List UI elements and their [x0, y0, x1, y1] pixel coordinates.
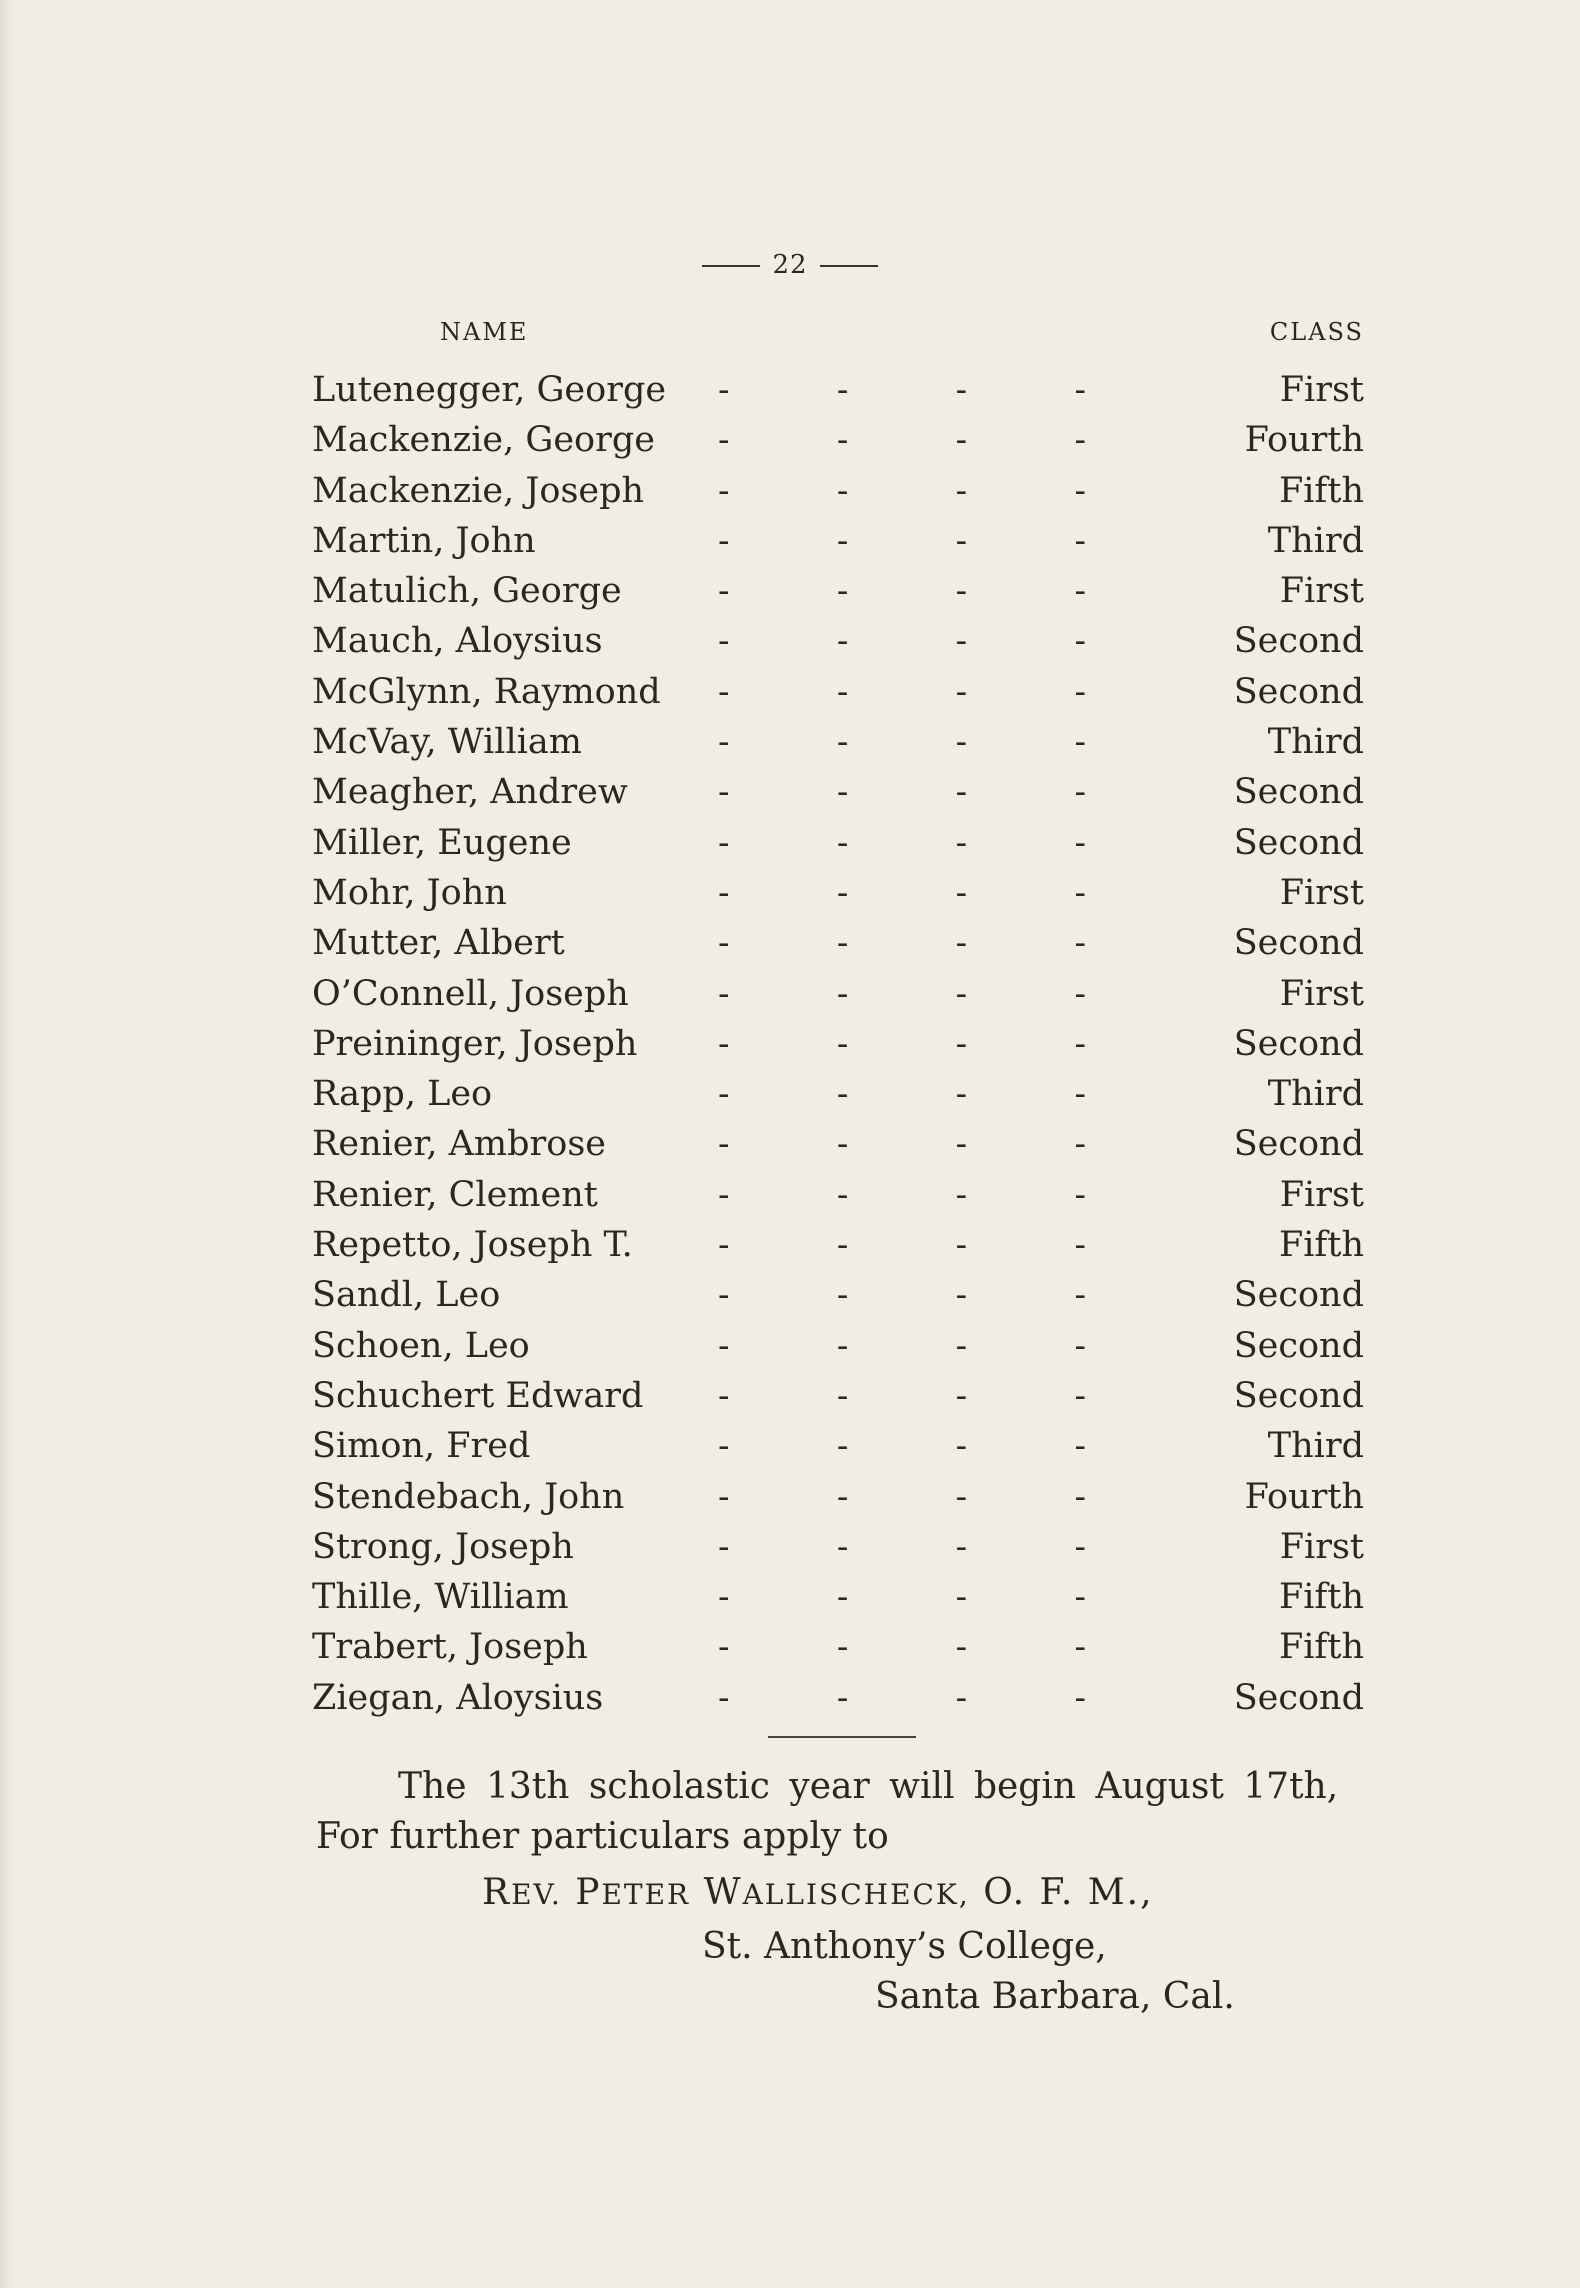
leader-dash: -	[718, 1677, 730, 1718]
leader-dash: -	[955, 1225, 968, 1266]
student-class: Second	[1233, 621, 1364, 662]
student-name: Trabert, Joseph	[312, 1627, 588, 1668]
leader-dash: -	[836, 822, 849, 863]
leader-dash: -	[955, 1577, 968, 1618]
student-name: McVay, William	[312, 722, 582, 763]
leader-dash: -	[955, 1074, 968, 1115]
leader-dash: -	[836, 370, 849, 410]
leader-dash: -	[1074, 1426, 1086, 1467]
student-name: Renier, Ambrose	[312, 1124, 606, 1165]
leader-dash: -	[718, 772, 730, 813]
signatory-name-part: P	[575, 1872, 602, 1913]
leader-dash: -	[1074, 571, 1086, 612]
leader-dash: -	[1074, 772, 1086, 813]
roster-row	[312, 767, 1364, 817]
roster-row	[312, 868, 1364, 918]
leader-dash: -	[718, 872, 730, 913]
student-name: Simon, Fred	[312, 1426, 531, 1467]
leader-dash: -	[718, 923, 730, 964]
student-name: Mutter, Albert	[312, 923, 565, 964]
leader-dash: -	[955, 1627, 968, 1668]
college-name: St. Anthony’s College,	[702, 1926, 1107, 1967]
leader-dash: -	[1074, 1325, 1086, 1366]
student-class: Second	[1233, 1325, 1364, 1366]
leader-dash: -	[718, 671, 730, 712]
student-class: Second	[1233, 772, 1364, 813]
student-class: Third	[1267, 1426, 1364, 1467]
roster-row	[312, 667, 1364, 717]
leader-dash: -	[836, 1627, 849, 1668]
leader-dash: -	[718, 1375, 730, 1416]
signatory-name-part: O. F. M.,	[983, 1872, 1154, 1913]
student-name: Schuchert Edward	[312, 1375, 644, 1416]
student-name: Ziegan, Aloysius	[312, 1677, 604, 1718]
dash-leader	[702, 1019, 1102, 1069]
leader-dash: -	[836, 1325, 849, 1366]
signatory-name-part: ALLISCHECK,	[742, 1878, 970, 1911]
leader-dash: -	[1074, 822, 1086, 863]
page-number: 22	[0, 250, 1580, 280]
leader-dash: -	[955, 1677, 968, 1718]
leader-dash: -	[955, 973, 968, 1014]
page-edge	[0, 0, 14, 2288]
roster-row	[312, 1622, 1364, 1672]
student-name: Preininger, Joseph	[312, 1023, 638, 1064]
leader-dash: -	[1074, 1526, 1086, 1567]
leader-dash: -	[1074, 671, 1086, 712]
leader-dash: -	[1074, 1476, 1086, 1517]
dash-leader	[702, 1673, 1102, 1723]
dash-leader	[702, 1472, 1102, 1522]
roster-row	[312, 1019, 1364, 1069]
leader-dash: -	[836, 420, 849, 461]
student-class: First	[1279, 1526, 1364, 1567]
dash-leader	[702, 616, 1102, 666]
leader-dash: -	[718, 1577, 730, 1618]
roster-row	[312, 1371, 1364, 1421]
roster-row	[312, 1170, 1364, 1220]
student-class: Fifth	[1278, 470, 1364, 511]
student-class: Third	[1267, 722, 1364, 763]
leader-dash: -	[836, 1577, 849, 1618]
signatory-name-part: EV.	[511, 1878, 562, 1911]
student-name: Repetto, Joseph T.	[312, 1225, 633, 1266]
leader-dash: -	[955, 1023, 968, 1064]
leader-dash: -	[955, 520, 968, 561]
leader-dash: -	[955, 1275, 968, 1316]
leader-dash: -	[836, 671, 849, 712]
leader-dash: -	[718, 1174, 730, 1215]
leader-dash: -	[718, 1124, 730, 1165]
student-class: First	[1279, 571, 1364, 612]
student-name: Lutenegger, George	[312, 370, 667, 410]
roster-row	[312, 1673, 1364, 1723]
leader-dash: -	[836, 772, 849, 813]
dash-leader	[702, 415, 1102, 465]
dash-leader	[702, 667, 1102, 717]
roster-row	[312, 717, 1364, 767]
dash-leader	[702, 918, 1102, 968]
dash-leader	[702, 1321, 1102, 1371]
student-class: Fifth	[1278, 1577, 1364, 1618]
leader-dash: -	[955, 722, 968, 763]
signatory-name-part: W	[703, 1872, 743, 1913]
leader-dash: -	[718, 1426, 730, 1467]
leader-dash: -	[836, 1375, 849, 1416]
leader-dash: -	[718, 1275, 730, 1316]
leader-dash: -	[836, 1074, 849, 1115]
dash-leader	[702, 868, 1102, 918]
roster-row	[312, 1220, 1364, 1270]
leader-dash: -	[836, 1174, 849, 1215]
leader-dash: -	[1074, 1225, 1086, 1266]
leader-dash: -	[1074, 1577, 1086, 1618]
roster-row	[312, 516, 1364, 566]
leader-dash: -	[1074, 722, 1086, 763]
leader-dash: -	[1074, 1627, 1086, 1668]
leader-dash: -	[836, 1526, 849, 1567]
leader-dash: -	[1074, 1174, 1086, 1215]
dash-leader	[702, 365, 1102, 415]
leader-dash: -	[836, 722, 849, 763]
section-divider	[768, 1736, 916, 1738]
leader-dash: -	[836, 1023, 849, 1064]
leader-dash: -	[836, 1275, 849, 1316]
dash-leader	[702, 818, 1102, 868]
leader-dash: -	[1074, 621, 1086, 662]
notice-line-2: For further particulars apply to	[316, 1816, 889, 1857]
leader-dash: -	[836, 973, 849, 1014]
leader-dash: -	[718, 1225, 730, 1266]
leader-dash: -	[836, 1426, 849, 1467]
leader-dash: -	[718, 420, 730, 461]
leader-dash: -	[955, 822, 968, 863]
student-class: Third	[1267, 1074, 1364, 1115]
leader-dash: -	[1074, 470, 1086, 511]
dash-leader	[702, 767, 1102, 817]
leader-dash: -	[836, 872, 849, 913]
leader-dash: -	[718, 1627, 730, 1668]
leader-dash: -	[955, 1426, 968, 1467]
roster-row	[312, 969, 1364, 1019]
student-class: Fourth	[1244, 420, 1364, 461]
leader-dash: -	[955, 671, 968, 712]
student-class: Fifth	[1278, 1225, 1364, 1266]
roster-row	[312, 616, 1364, 666]
dash-leader	[702, 1522, 1102, 1572]
leader-dash: -	[836, 1225, 849, 1266]
dash-leader	[702, 516, 1102, 566]
leader-dash: -	[955, 1476, 968, 1517]
student-name: McGlynn, Raymond	[312, 671, 661, 712]
leader-dash: -	[955, 1325, 968, 1366]
student-name: Martin, John	[312, 520, 536, 561]
leader-dash: -	[718, 1023, 730, 1064]
signatory-name-part: ETER	[601, 1878, 691, 1911]
roster-row	[312, 1321, 1364, 1371]
leader-dash: -	[955, 1174, 968, 1215]
student-class: Second	[1233, 923, 1364, 964]
leader-dash: -	[1074, 872, 1086, 913]
student-name: O’Connell, Joseph	[312, 973, 629, 1014]
student-class: Second	[1233, 822, 1364, 863]
student-class: Second	[1233, 1375, 1364, 1416]
leader-dash: -	[1074, 370, 1086, 410]
leader-dash: -	[1074, 923, 1086, 964]
student-name: Mauch, Aloysius	[312, 621, 603, 662]
leader-dash: -	[718, 1476, 730, 1517]
dash-leader	[702, 1270, 1102, 1320]
dash-leader	[702, 1572, 1102, 1622]
leader-dash: -	[1074, 1074, 1086, 1115]
leader-dash: -	[955, 571, 968, 612]
leader-dash: -	[718, 1074, 730, 1115]
roster-row	[312, 918, 1364, 968]
student-name: Meagher, Andrew	[312, 772, 628, 813]
leader-dash: -	[836, 1124, 849, 1165]
leader-dash: -	[1074, 973, 1086, 1014]
student-name: Mohr, John	[312, 872, 507, 913]
student-name: Strong, Joseph	[312, 1526, 574, 1567]
leader-dash: -	[718, 571, 730, 612]
dash-leader	[702, 1170, 1102, 1220]
notice-line-1: The 13th scholastic year will begin August 17th,	[398, 1766, 1339, 1807]
dash-leader	[702, 1220, 1102, 1270]
leader-dash: -	[836, 1677, 849, 1718]
leader-dash: -	[955, 1124, 968, 1165]
roster-row	[312, 1421, 1364, 1471]
leader-dash: -	[955, 470, 968, 511]
leader-dash: -	[718, 1526, 730, 1567]
leader-dash: -	[955, 1526, 968, 1567]
student-class: First	[1279, 370, 1364, 410]
student-class: Third	[1267, 520, 1364, 561]
student-name: Renier, Clement	[312, 1174, 598, 1215]
leader-dash: -	[836, 520, 849, 561]
class-column-header: CLASS	[1269, 318, 1364, 346]
roster-row	[312, 1270, 1364, 1320]
column-headers	[312, 318, 1364, 354]
roster-row	[312, 1472, 1364, 1522]
leader-dash: -	[955, 420, 968, 461]
leader-dash: -	[836, 470, 849, 511]
student-class: Second	[1233, 1677, 1364, 1718]
roster-row	[312, 1522, 1364, 1572]
roster-row	[312, 1119, 1364, 1169]
leader-dash: -	[836, 923, 849, 964]
dash-leader	[702, 566, 1102, 616]
roster-row	[312, 466, 1364, 516]
roster-row	[312, 818, 1364, 868]
student-name: Mackenzie, Joseph	[312, 470, 645, 511]
leader-dash: -	[1074, 1023, 1086, 1064]
dash-leader	[702, 969, 1102, 1019]
leader-dash: -	[1074, 1275, 1086, 1316]
student-name: Thille, William	[312, 1577, 569, 1618]
dash-leader	[702, 717, 1102, 767]
student-name: Rapp, Leo	[312, 1074, 493, 1115]
leader-dash: -	[1074, 1375, 1086, 1416]
dash-leader	[702, 1069, 1102, 1119]
scholastic-year-notice	[316, 1762, 1364, 1862]
student-name: Stendebach, John	[312, 1476, 625, 1517]
student-class: Second	[1233, 671, 1364, 712]
leader-dash: -	[1074, 1677, 1086, 1718]
student-class: First	[1279, 1174, 1364, 1215]
student-class: Second	[1233, 1023, 1364, 1064]
leader-dash: -	[836, 571, 849, 612]
leader-dash: -	[955, 370, 968, 410]
leader-dash: -	[718, 973, 730, 1014]
signatory-name	[482, 1868, 1154, 1920]
dash-leader	[702, 1622, 1102, 1672]
student-class: First	[1279, 872, 1364, 913]
signatory-name-part: R	[482, 1872, 512, 1913]
leader-dash: -	[955, 1375, 968, 1416]
dash-leader	[702, 1119, 1102, 1169]
leader-dash: -	[1074, 520, 1086, 561]
name-column-header: NAME	[440, 318, 529, 346]
student-class: Second	[1233, 1275, 1364, 1316]
leader-dash: -	[718, 822, 730, 863]
student-class: Fourth	[1244, 1476, 1364, 1517]
leader-dash: -	[718, 621, 730, 662]
dash-leader	[702, 1371, 1102, 1421]
leader-dash: -	[718, 370, 730, 410]
leader-dash: -	[718, 520, 730, 561]
roster-row	[312, 566, 1364, 616]
leader-dash: -	[955, 923, 968, 964]
leader-dash: -	[1074, 420, 1086, 461]
dash-leader	[702, 1421, 1102, 1471]
student-class: Fifth	[1278, 1627, 1364, 1668]
leader-dash: -	[718, 722, 730, 763]
leader-dash: -	[836, 1476, 849, 1517]
roster-row	[312, 415, 1364, 465]
roster-row	[312, 1069, 1364, 1119]
college-location: Santa Barbara, Cal.	[875, 1976, 1235, 2017]
roster-row	[312, 1572, 1364, 1622]
leader-dash: -	[955, 772, 968, 813]
leader-dash: -	[836, 621, 849, 662]
dash-leader	[702, 466, 1102, 516]
student-name: Miller, Eugene	[312, 822, 572, 863]
student-class: Second	[1233, 1124, 1364, 1165]
leader-dash: -	[955, 621, 968, 662]
student-name: Mackenzie, George	[312, 420, 655, 461]
student-roster	[312, 365, 1364, 1723]
leader-dash: -	[718, 470, 730, 511]
leader-dash: -	[1074, 1124, 1086, 1165]
student-name: Matulich, George	[312, 571, 622, 612]
leader-dash: -	[718, 1325, 730, 1366]
student-name: Schoen, Leo	[312, 1325, 530, 1366]
student-class: First	[1279, 973, 1364, 1014]
leader-dash: -	[955, 872, 968, 913]
roster-row	[312, 365, 1364, 415]
student-name: Sandl, Leo	[312, 1275, 501, 1316]
